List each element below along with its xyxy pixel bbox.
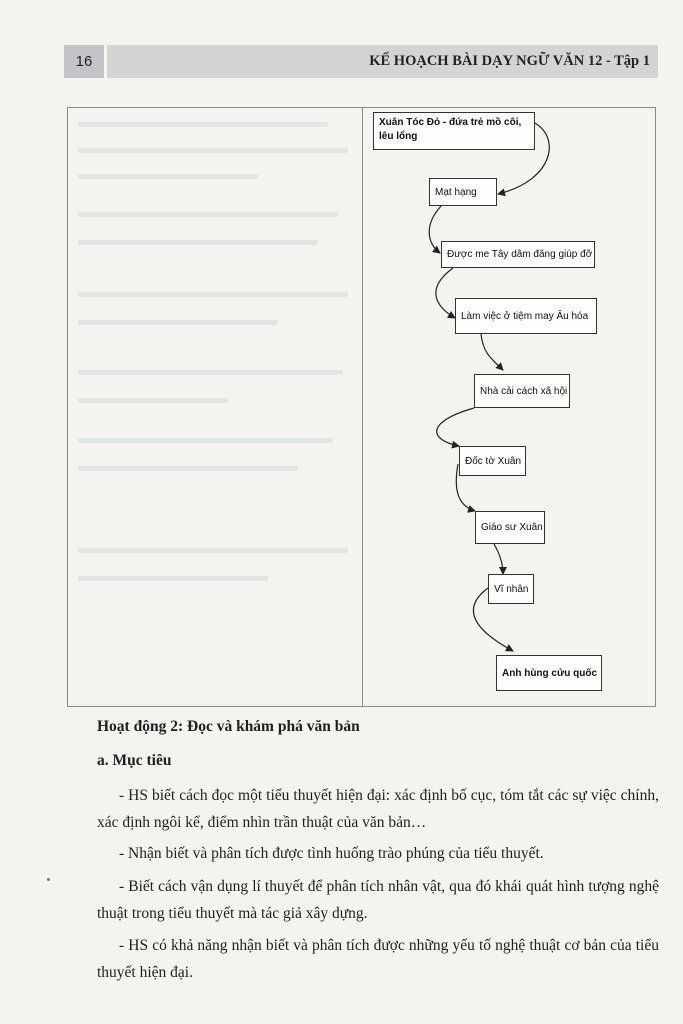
flow-node: Xuân Tóc Đỏ - đứa trẻ mồ côi, lêu lổng — [373, 112, 535, 150]
flow-node: Mạt hạng — [429, 178, 497, 206]
flow-node: Đốc tờ Xuân — [459, 446, 526, 476]
activity-heading: Hoạt động 2: Đọc và khám phá văn bản — [97, 718, 360, 735]
flow-node: Giáo sư Xuân — [475, 511, 545, 544]
flowchart — [363, 108, 655, 706]
connector-arrow — [436, 268, 455, 318]
bleed-through-line — [78, 576, 268, 581]
objectives-heading: a. Mục tiêu — [97, 752, 172, 769]
paragraph: - Biết cách vận dụng lí thuyết để phân tích nhân vật, qua đó khái quát hình tượng nghệ thuật trong tiểu thuyết mà tác giả xây dựng. — [97, 878, 659, 922]
connector-arrow — [494, 544, 503, 574]
bleed-through-line — [78, 148, 348, 153]
bleed-through-line — [78, 398, 228, 403]
bleed-through-line — [78, 122, 328, 127]
paragraph: - HS có khả năng nhận biết và phân tích được những yếu tố nghệ thuật cơ bản của tiểu thuyết hiện đại. — [97, 937, 659, 981]
connector-arrow — [429, 206, 441, 253]
connector-arrow — [481, 334, 503, 370]
bleed-through-line — [78, 174, 258, 179]
paragraph: - Nhận biết và phân tích được tình huống trào phúng của tiểu thuyết. — [119, 845, 544, 862]
page-number: 16 — [64, 45, 107, 78]
bleed-through-line — [78, 548, 348, 553]
flow-node: Làm việc ở tiệm may Âu hóa — [455, 298, 597, 334]
left-table-cell — [68, 108, 361, 706]
bleed-through-line — [78, 240, 318, 245]
bleed-through-line — [78, 212, 338, 217]
bleed-through-line — [78, 320, 278, 325]
flow-node: Nhà cải cách xã hội — [474, 374, 570, 408]
paper-speck — [47, 878, 50, 881]
flow-node: Được me Tây dâm đãng giúp đỡ — [441, 241, 595, 268]
connector-arrow — [437, 408, 474, 446]
flow-node: Vĩ nhân — [488, 574, 534, 604]
page-header — [64, 45, 658, 78]
paragraph: - HS biết cách đọc một tiểu thuyết hiện đại: xác định bố cục, tóm tắt các sự việc chính, xác định ngôi kể, điểm nhìn trần thuật của văn bản… — [97, 787, 659, 831]
bleed-through-line — [78, 466, 298, 471]
bleed-through-line — [78, 370, 343, 375]
flow-node: Anh hùng cứu quốc — [496, 655, 602, 691]
book-title: KẾ HOẠCH BÀI DẠY NGỮ VĂN 12 - Tập 1 — [369, 53, 650, 69]
bleed-through-line — [78, 438, 333, 443]
bleed-through-line — [78, 292, 348, 297]
